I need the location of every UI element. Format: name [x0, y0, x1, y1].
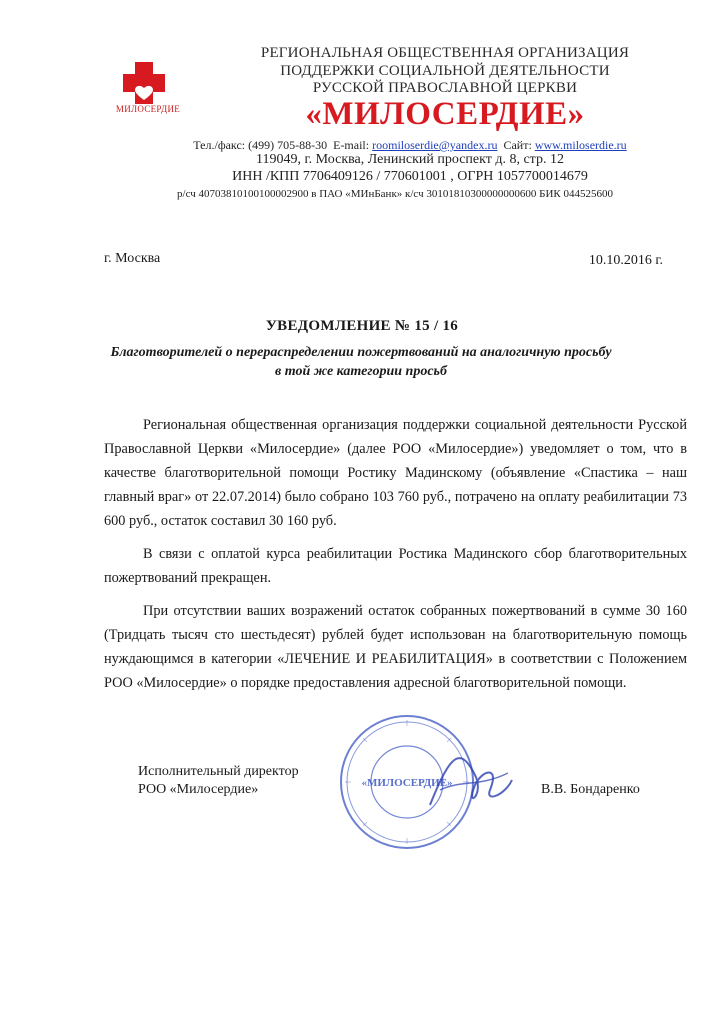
- signer-position: [138, 763, 299, 799]
- document-date: 10.10.2016 г.: [588, 253, 663, 268]
- stamp-text: «МИЛОСЕРДИЕ»: [361, 777, 453, 789]
- org-name: «МИЛОСЕРДИЕ»: [305, 96, 585, 132]
- paragraph: При отсутствии ваших возражений остаток собранных пожертвований в сумме 30 160 (Тридцать тысяч сто шестьдесят) рублей будет использован на благотворительную помощь нуждающимся в категории «ЛЕЧЕНИЕ И РЕАБИЛИТАЦИЯ» в соответствии с Положением РОО «Милосердие» о порядке предоставления адресной благотворительной помощи.: [104, 603, 687, 691]
- email-link[interactable]: roomiloserdie@yandex.ru: [372, 138, 498, 152]
- org-line-3: РУССКОЙ ПРАВОСЛАВНОЙ ЦЕРКВИ: [312, 80, 578, 96]
- paragraph: Региональная общественная организация поддержки социальной деятельности Русской Православной Церкви «Милосердие» (далее РОО «Милосердие») уведомляет о том, что в качестве благотворительной помощи Ростику Мадинскому (объявление «Спастика – наш главный враг» от 22.07.2014) было собрано 103 760 руб., потрачено на оплату реабилитации 73 600 руб., остаток составил 30 160 руб.: [104, 417, 687, 529]
- inn-ogrn: ИНН /КПП 7706409126 / 770601001 , ОГРН 1057700014679: [232, 169, 588, 184]
- document-body: [104, 413, 687, 704]
- site-label: Сайт:: [503, 138, 532, 152]
- document-subtitle: Благотворителей о перераспределении пожертвований на аналогичную просьбу в той же категории просьб: [110, 345, 612, 379]
- address: 119049, г. Москва, Ленинский проспект д. 8, стр. 12: [256, 152, 564, 167]
- handwritten-signature: [420, 735, 520, 825]
- email-label: E-mail:: [333, 138, 370, 152]
- signer-position-line-2: РОО «Милосердие»: [138, 782, 259, 797]
- paragraph: В связи с оплатой курса реабилитации Ростика Мадинского сбор благотворительных пожертвований прекращен.: [104, 546, 687, 586]
- logo-caption: МИЛОСЕРДИЕ: [115, 104, 181, 114]
- org-line-1: РЕГИОНАЛЬНАЯ ОБЩЕСТВЕННАЯ ОРГАНИЗАЦИЯ: [260, 45, 630, 61]
- site-link[interactable]: www.miloserdie.ru: [534, 138, 627, 152]
- contacts-line: [150, 138, 670, 153]
- city: г. Москва: [104, 251, 161, 266]
- org-line-2: ПОДДЕРЖКИ СОЦИАЛЬНОЙ ДЕЯТЕЛЬНОСТИ: [280, 63, 610, 79]
- signer-position-line-1: Исполнительный директор: [138, 764, 299, 779]
- bank-details: р/сч 40703810100100002900 в ПАО «МИнБанк» к/сч 30101810300000000600 БИК 044525600: [177, 188, 613, 200]
- signer-name: В.В. Бондаренко: [541, 782, 640, 797]
- phone: Тел./факс: (499) 705-88-30: [193, 138, 328, 152]
- document-title: УВЕДОМЛЕНИЕ № 15 / 16: [265, 318, 459, 334]
